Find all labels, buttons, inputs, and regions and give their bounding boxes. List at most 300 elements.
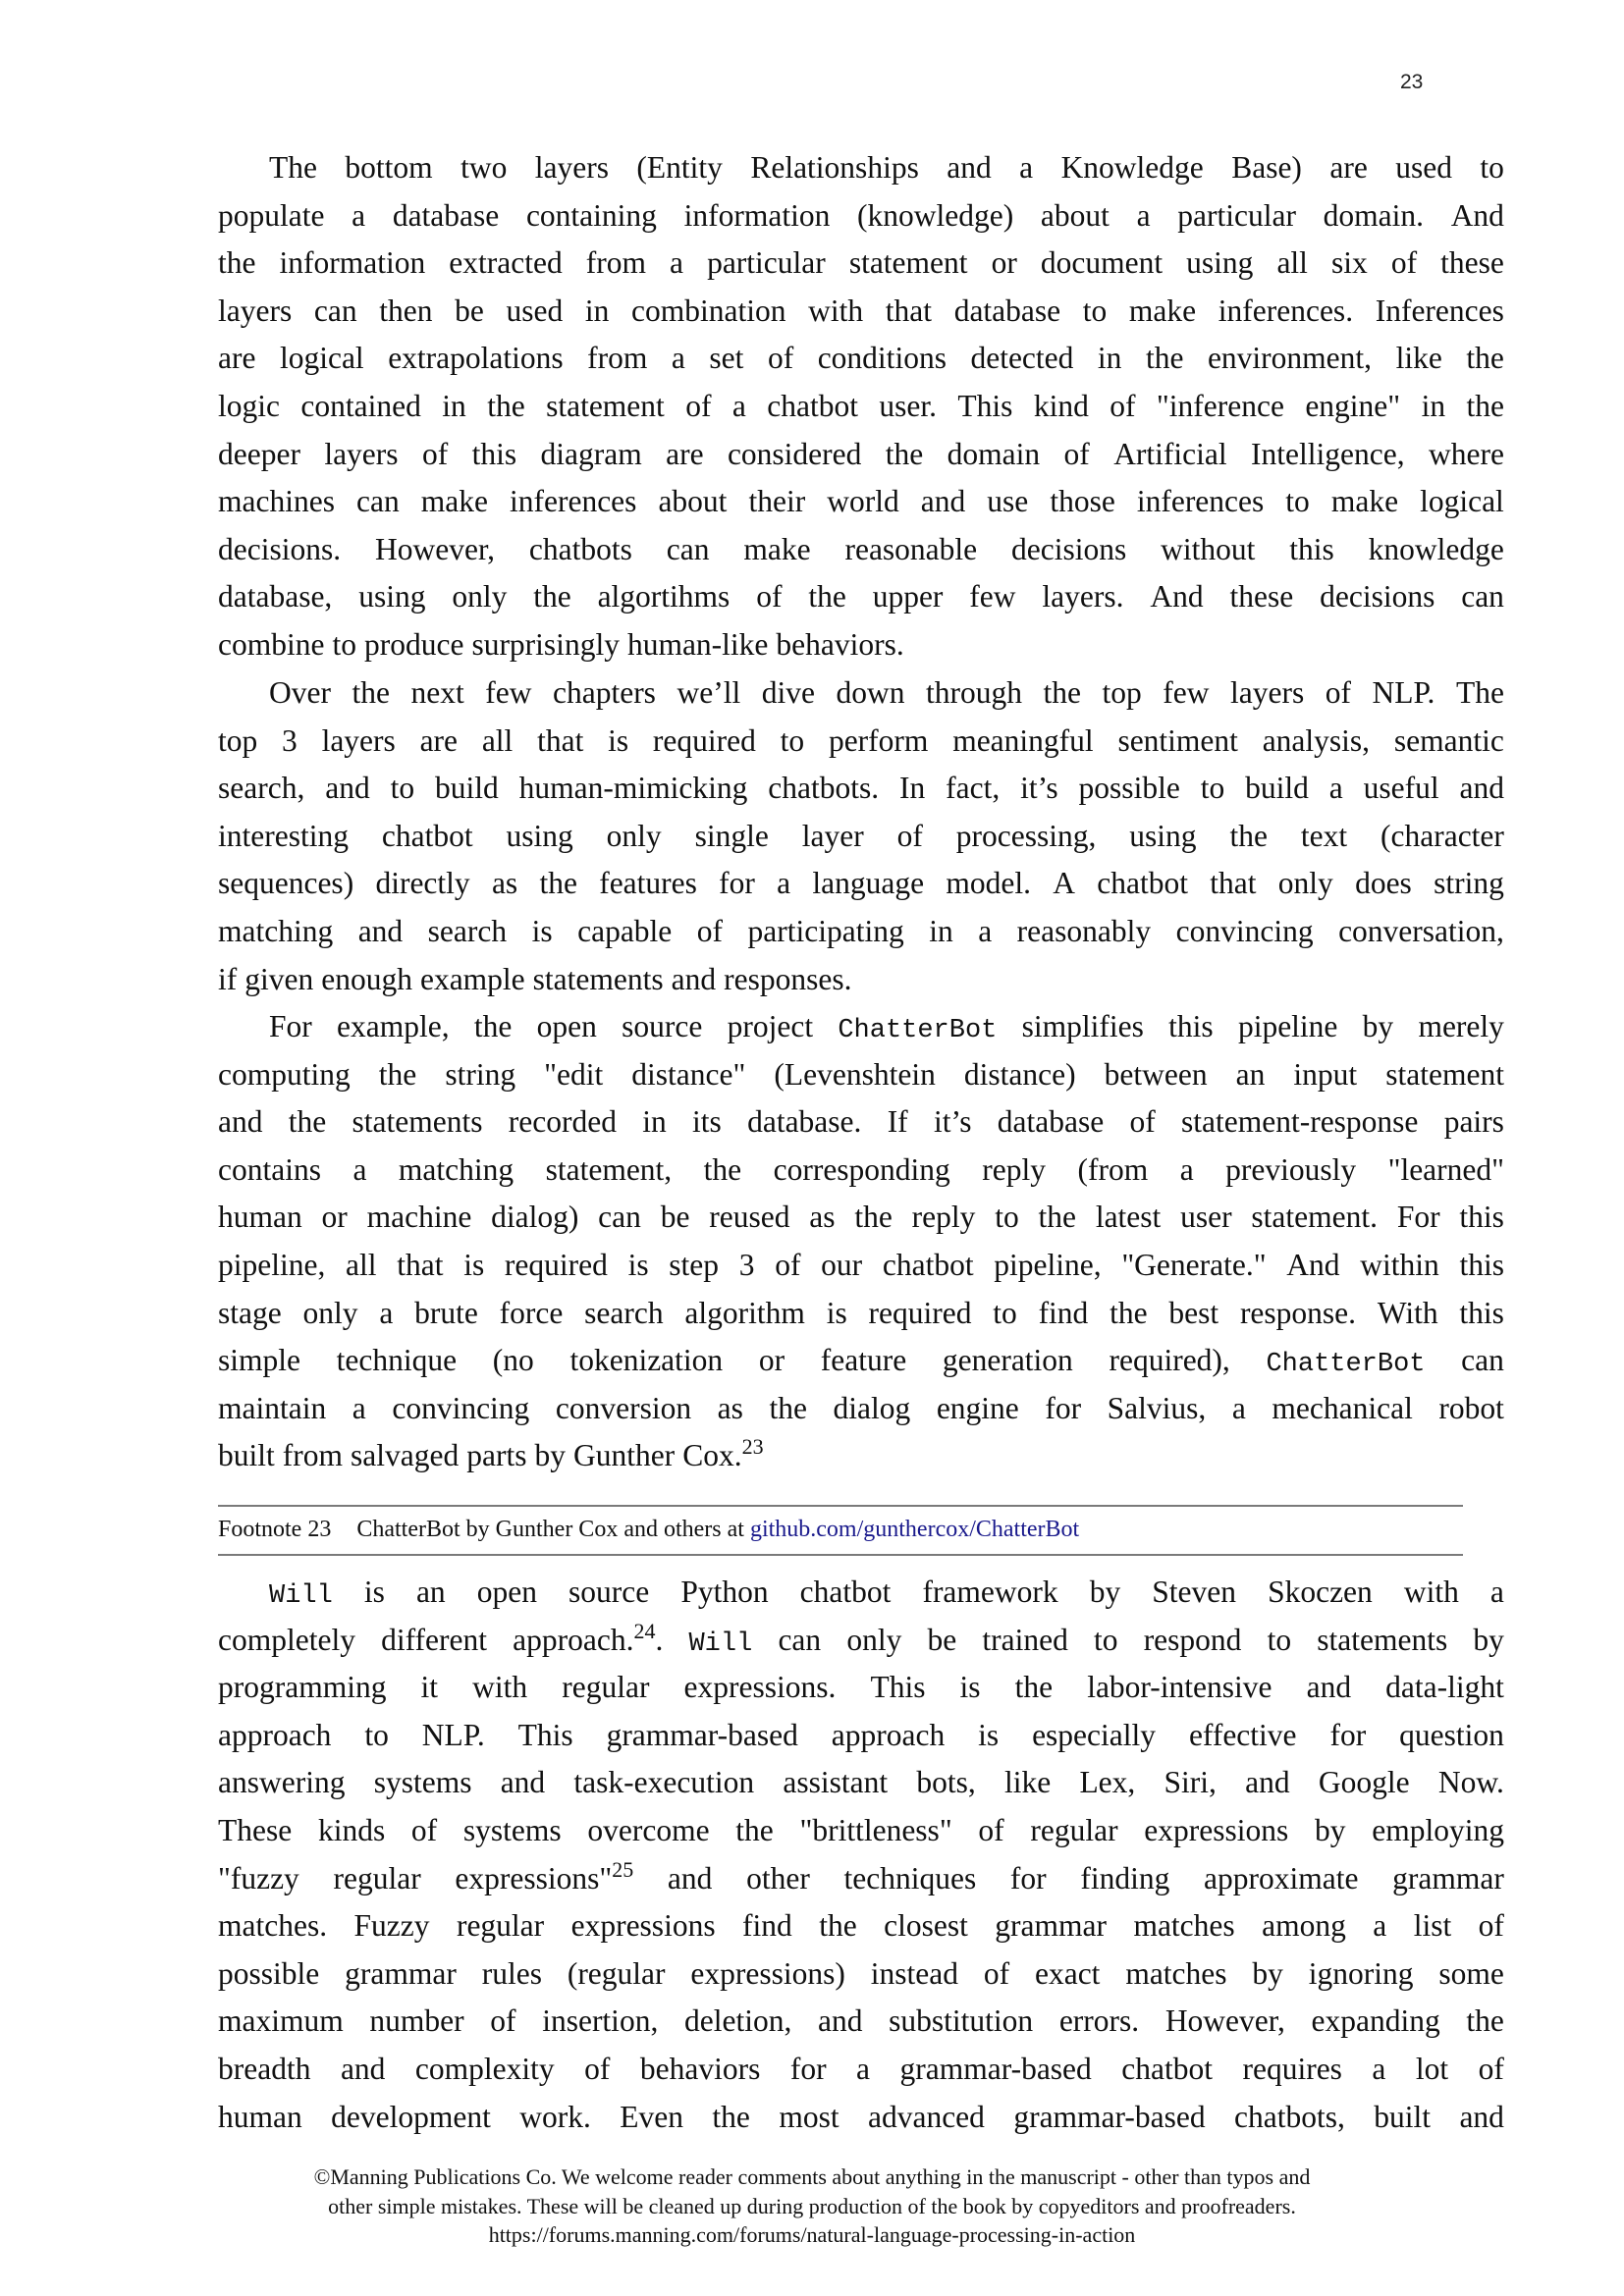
text-line xyxy=(218,1807,1504,1855)
word-text: a xyxy=(731,388,746,423)
word xyxy=(1020,765,1058,813)
word xyxy=(756,573,782,621)
word xyxy=(428,908,507,956)
word-text: that xyxy=(1210,866,1257,901)
word-text: This xyxy=(517,1717,573,1752)
word-text: by xyxy=(1252,1955,1283,1991)
word xyxy=(416,1569,446,1617)
word-text: expressions) xyxy=(690,1955,845,1991)
text-line xyxy=(218,1998,1504,2046)
word xyxy=(535,144,609,192)
word xyxy=(1320,573,1435,621)
word-text: NLP. xyxy=(421,1717,485,1752)
word xyxy=(587,1807,709,1855)
word xyxy=(1210,860,1256,908)
word-text: in xyxy=(1421,388,1446,423)
word-text: closest xyxy=(884,1908,968,1944)
footnote-bottom-rule xyxy=(218,1554,1463,1556)
word-text: example, xyxy=(337,1009,450,1043)
word xyxy=(269,144,317,192)
word-text: statement xyxy=(546,388,665,423)
word xyxy=(947,431,1041,479)
word xyxy=(954,288,1060,336)
word xyxy=(631,1051,745,1099)
word xyxy=(684,1664,837,1712)
word-text: as xyxy=(491,866,518,901)
word-text: the xyxy=(1466,341,1504,376)
word xyxy=(1285,478,1310,526)
word xyxy=(781,718,805,766)
word-text: the xyxy=(854,1200,893,1235)
word-text: dialog) xyxy=(491,1200,579,1235)
word xyxy=(218,431,300,479)
word xyxy=(534,1432,566,1480)
word-text: our xyxy=(821,1247,863,1282)
text-line xyxy=(218,956,1504,1004)
word-text: like xyxy=(1003,1765,1052,1800)
word xyxy=(218,956,237,1004)
word-text: ignoring xyxy=(1308,1955,1414,1991)
word xyxy=(1240,1290,1356,1338)
text-line xyxy=(218,813,1504,861)
word xyxy=(1363,1003,1394,1051)
word xyxy=(1438,1759,1504,1807)
word-text: and xyxy=(671,961,717,996)
word-text: a xyxy=(1019,150,1034,185)
word-text: perform xyxy=(828,722,929,758)
word xyxy=(658,478,727,526)
word-text: and xyxy=(920,484,966,519)
word xyxy=(218,335,255,383)
word xyxy=(546,1147,673,1195)
word-text: (character xyxy=(1380,818,1504,853)
word-text: like xyxy=(1395,341,1442,376)
word xyxy=(897,813,923,861)
word-text: can xyxy=(666,531,710,566)
word-text: regular xyxy=(456,1908,545,1944)
word xyxy=(607,1712,798,1760)
word-text: computing xyxy=(218,1056,351,1092)
footnote-text: ChatterBot by Gunther Cox and others at xyxy=(356,1517,750,1542)
word xyxy=(1461,573,1504,621)
word xyxy=(509,1098,617,1147)
word xyxy=(1238,1003,1337,1051)
text-line xyxy=(218,1902,1504,1950)
word xyxy=(778,1617,821,1665)
word-text: all xyxy=(1276,245,1308,281)
word xyxy=(420,718,458,766)
word-text: a xyxy=(1328,771,1343,806)
text-line xyxy=(218,1290,1504,1338)
footnote-reference[interactable]: 23 xyxy=(741,1434,764,1460)
word xyxy=(1017,908,1151,956)
word-text: find xyxy=(742,1908,792,1944)
word-text: these xyxy=(1229,579,1294,614)
word xyxy=(1252,1950,1283,1999)
word xyxy=(1186,240,1253,288)
word-text: behaviors. xyxy=(776,626,904,662)
word-text: string xyxy=(1434,866,1504,901)
word xyxy=(477,1569,537,1617)
word xyxy=(218,908,333,956)
word-text: behaviors xyxy=(639,2051,761,2086)
word-text: (Levenshtein xyxy=(774,1056,936,1092)
word xyxy=(947,144,991,192)
word xyxy=(1164,1759,1217,1807)
word xyxy=(1087,1664,1272,1712)
word-text: and xyxy=(1245,1765,1290,1800)
word-text: to xyxy=(364,1717,389,1752)
word xyxy=(800,1569,892,1617)
word-text: to xyxy=(1285,484,1310,519)
word-text: decisions xyxy=(1320,579,1435,614)
word xyxy=(1369,526,1504,574)
word xyxy=(445,1051,515,1099)
word xyxy=(661,1194,690,1242)
word xyxy=(783,1759,888,1807)
word xyxy=(1466,1998,1503,2046)
word xyxy=(1231,144,1302,192)
word-text: features xyxy=(599,866,697,901)
word xyxy=(956,813,1097,861)
word-text: bots, xyxy=(916,1765,976,1800)
word-text: list xyxy=(1413,1908,1452,1944)
word-text: knowledge xyxy=(1368,531,1504,566)
word xyxy=(1378,1290,1438,1338)
word xyxy=(992,240,1017,288)
footnote-link-chatterbot[interactable]: github.com/gunthercox/ChatterBot xyxy=(749,1517,1080,1542)
word xyxy=(510,478,636,526)
word-text: regular xyxy=(562,1670,650,1705)
word xyxy=(218,1242,325,1290)
word xyxy=(767,383,858,431)
word-text: of xyxy=(756,579,783,614)
word-text: that xyxy=(885,293,933,328)
word-text: does xyxy=(1355,866,1412,901)
word xyxy=(1039,1194,1076,1242)
word-text: generation xyxy=(942,1343,1073,1378)
word xyxy=(218,1098,262,1147)
word-text: substitution xyxy=(889,2003,1034,2039)
word-text: and xyxy=(667,1860,713,1896)
word xyxy=(218,1337,300,1385)
word-text: decisions. xyxy=(218,531,342,566)
word xyxy=(834,1385,911,1433)
word-text: world xyxy=(827,484,899,519)
word-text: only xyxy=(302,1295,358,1330)
word xyxy=(1394,718,1504,766)
word-text: feature xyxy=(820,1343,907,1378)
word xyxy=(809,1194,835,1242)
word xyxy=(1053,860,1075,908)
text-line xyxy=(218,1242,1504,1290)
word-text: in xyxy=(584,293,610,328)
word-text: pipeline, xyxy=(218,1247,326,1282)
word-text: the xyxy=(1145,341,1184,376)
footnote-reference[interactable]: 25 xyxy=(612,1856,634,1882)
word-text: database, xyxy=(218,579,333,614)
word-text: of xyxy=(978,1812,1004,1847)
word-text: from xyxy=(585,245,646,281)
word xyxy=(768,335,793,383)
word xyxy=(1004,1759,1051,1807)
word-text: regular xyxy=(1030,1812,1118,1847)
word xyxy=(586,240,646,288)
word-text: pipeline xyxy=(1237,1009,1338,1043)
word-text: The xyxy=(1455,675,1504,710)
footer-forum-url[interactable]: https://forums.manning.com/forums/natural-language-processing-in-action xyxy=(488,2222,1136,2247)
word-text: grammar-based xyxy=(606,1717,798,1752)
word xyxy=(218,813,349,861)
word-text: possible xyxy=(218,1955,320,1991)
word xyxy=(769,1385,806,1433)
word xyxy=(821,1337,906,1385)
word-text: in xyxy=(442,388,466,423)
word xyxy=(886,431,923,479)
word-text: However, xyxy=(1164,2003,1285,2039)
word-text: layer xyxy=(801,818,864,853)
word xyxy=(218,1290,282,1338)
word xyxy=(381,1617,487,1665)
word xyxy=(585,288,610,336)
word-text: the xyxy=(769,1390,807,1425)
word xyxy=(808,573,845,621)
word xyxy=(978,908,992,956)
word-text: algorithm xyxy=(684,1295,805,1330)
word xyxy=(358,573,425,621)
word xyxy=(218,1147,321,1195)
word-text: question xyxy=(1399,1717,1504,1752)
word xyxy=(1391,240,1417,288)
word xyxy=(818,335,947,383)
word xyxy=(505,1242,608,1290)
word xyxy=(1461,1337,1504,1385)
word-text: open xyxy=(536,1009,597,1043)
word xyxy=(685,383,711,431)
word-text: if xyxy=(218,961,238,996)
word-text: statement, xyxy=(545,1151,673,1187)
word xyxy=(692,1098,722,1147)
word-text: (Entity xyxy=(636,150,723,185)
word xyxy=(324,431,398,479)
word-text: built xyxy=(1374,2099,1432,2134)
word xyxy=(1376,288,1504,336)
word-text: where xyxy=(1428,436,1504,471)
word-text: the xyxy=(1038,1200,1076,1235)
word-text: number xyxy=(369,2003,464,2039)
word-text: a xyxy=(1231,1390,1246,1425)
word-text: a xyxy=(1373,1908,1387,1944)
word xyxy=(1030,1807,1117,1855)
word-text: the xyxy=(885,436,924,471)
word-text: engine" xyxy=(1305,388,1401,423)
word-text: combination xyxy=(631,293,786,328)
word-text: conversion xyxy=(555,1390,692,1425)
text-line xyxy=(218,621,1504,669)
word-text: inferences xyxy=(1136,484,1265,519)
word-text: complexity xyxy=(414,2051,555,2086)
word xyxy=(269,1003,312,1051)
word xyxy=(1276,240,1308,288)
word xyxy=(1414,1902,1452,1950)
text-line xyxy=(218,669,1504,718)
word xyxy=(1163,669,1209,718)
word xyxy=(929,908,953,956)
word xyxy=(218,2046,310,2094)
word-text: by xyxy=(1315,1812,1346,1847)
word xyxy=(1263,718,1370,766)
word xyxy=(282,718,298,766)
word-text: their xyxy=(748,484,806,519)
footnote-reference[interactable]: 24 xyxy=(633,1618,656,1643)
word-text: as xyxy=(717,1390,743,1425)
word xyxy=(669,1242,719,1290)
word-text: recorded xyxy=(508,1104,617,1140)
text-line xyxy=(218,908,1504,956)
word xyxy=(707,240,826,288)
word-text: Intelligence, xyxy=(1251,436,1405,471)
word-text: can xyxy=(1461,1343,1504,1378)
word-text: chatbot xyxy=(1097,866,1188,901)
word xyxy=(946,860,1031,908)
word xyxy=(1125,1950,1226,1999)
word-text: few xyxy=(969,579,1016,614)
word xyxy=(1479,1902,1504,1950)
word xyxy=(978,1712,999,1760)
word xyxy=(1077,1147,1148,1195)
word xyxy=(399,1147,514,1195)
word-text: If xyxy=(887,1104,908,1140)
word xyxy=(283,1432,343,1480)
word xyxy=(747,1098,861,1147)
word-text: chatbots, xyxy=(1234,2099,1345,2134)
word xyxy=(688,1617,752,1669)
word-text: all xyxy=(346,1247,377,1282)
word xyxy=(1399,1712,1504,1760)
word xyxy=(397,1242,443,1290)
word xyxy=(631,288,785,336)
word xyxy=(888,1098,908,1147)
word-text: requires xyxy=(1242,2051,1342,2086)
word-text: grammar xyxy=(995,1908,1107,1944)
word xyxy=(868,2094,985,2142)
word xyxy=(218,383,280,431)
word-text: six xyxy=(1331,245,1368,281)
text-line xyxy=(218,1759,1504,1807)
word xyxy=(1110,383,1135,431)
word-text: directly xyxy=(375,866,470,901)
word-text: A xyxy=(1053,866,1076,901)
word-text: enough xyxy=(321,961,412,996)
word-text: use xyxy=(987,484,1029,519)
word-text: of xyxy=(685,388,712,423)
word-text: expressions xyxy=(1144,1812,1289,1847)
word-text: task-execution xyxy=(573,1765,755,1800)
word-text: (regular xyxy=(567,1955,666,1991)
word xyxy=(1309,1950,1414,1999)
word xyxy=(960,1664,981,1712)
word xyxy=(1229,813,1267,861)
word xyxy=(1022,1003,1144,1051)
word xyxy=(1434,860,1504,908)
word-text: with xyxy=(808,293,864,328)
word xyxy=(1307,1664,1351,1712)
word xyxy=(682,1432,763,1480)
word xyxy=(627,621,768,669)
word xyxy=(735,1807,773,1855)
word-text: combine xyxy=(218,626,325,662)
word-text: fact, xyxy=(946,771,1001,806)
word xyxy=(218,1194,302,1242)
word xyxy=(886,288,932,336)
word xyxy=(1039,1290,1089,1338)
word-text: grammar-based xyxy=(899,2051,1092,2086)
word-text: required xyxy=(652,722,756,758)
word xyxy=(369,1998,463,2046)
word xyxy=(539,860,576,908)
word xyxy=(1129,1098,1155,1147)
word-text: layers xyxy=(218,293,293,328)
word-text: build xyxy=(435,771,499,806)
word xyxy=(449,240,562,288)
word xyxy=(821,1242,862,1290)
word xyxy=(218,240,255,288)
word xyxy=(995,1194,1019,1242)
word xyxy=(718,1385,743,1433)
word-text: analysis, xyxy=(1262,722,1371,758)
word xyxy=(684,1998,791,2046)
word xyxy=(364,621,463,669)
word-text: conditions xyxy=(817,341,947,376)
word xyxy=(218,573,332,621)
word xyxy=(568,1569,649,1617)
word xyxy=(599,860,697,908)
word-text: in xyxy=(1097,341,1122,376)
word-text: statement. xyxy=(1251,1200,1378,1235)
word xyxy=(926,669,1022,718)
word-text: through xyxy=(925,675,1022,710)
word-text: (from xyxy=(1077,1151,1149,1187)
word-text: without xyxy=(1161,531,1256,566)
word-text: statements xyxy=(532,961,664,996)
word-text: search, xyxy=(218,771,305,806)
word xyxy=(670,240,683,288)
word-text: can xyxy=(313,293,357,328)
word xyxy=(762,669,815,718)
text-line xyxy=(218,1147,1504,1195)
word-text: kinds xyxy=(317,1812,386,1847)
word xyxy=(1013,2094,1205,2142)
word-text: useful xyxy=(1363,771,1439,806)
word-text: for xyxy=(1329,1717,1367,1752)
word xyxy=(519,2094,591,2142)
word-text: especially xyxy=(1032,1717,1157,1752)
word-text: statements xyxy=(1317,1622,1448,1657)
word-text: a xyxy=(1489,1575,1504,1609)
word-text: required), xyxy=(1109,1343,1230,1378)
word-text: Skoczen xyxy=(1268,1575,1373,1609)
word xyxy=(367,1194,472,1242)
word xyxy=(422,431,448,479)
word xyxy=(1103,669,1142,718)
word-text: distance) xyxy=(963,1056,1076,1092)
word-text: of xyxy=(410,1812,438,1847)
word-text: corresponding xyxy=(773,1151,950,1187)
word xyxy=(532,908,553,956)
word xyxy=(556,1385,691,1433)
word xyxy=(642,1098,667,1147)
word-text: finding xyxy=(1080,1860,1170,1896)
